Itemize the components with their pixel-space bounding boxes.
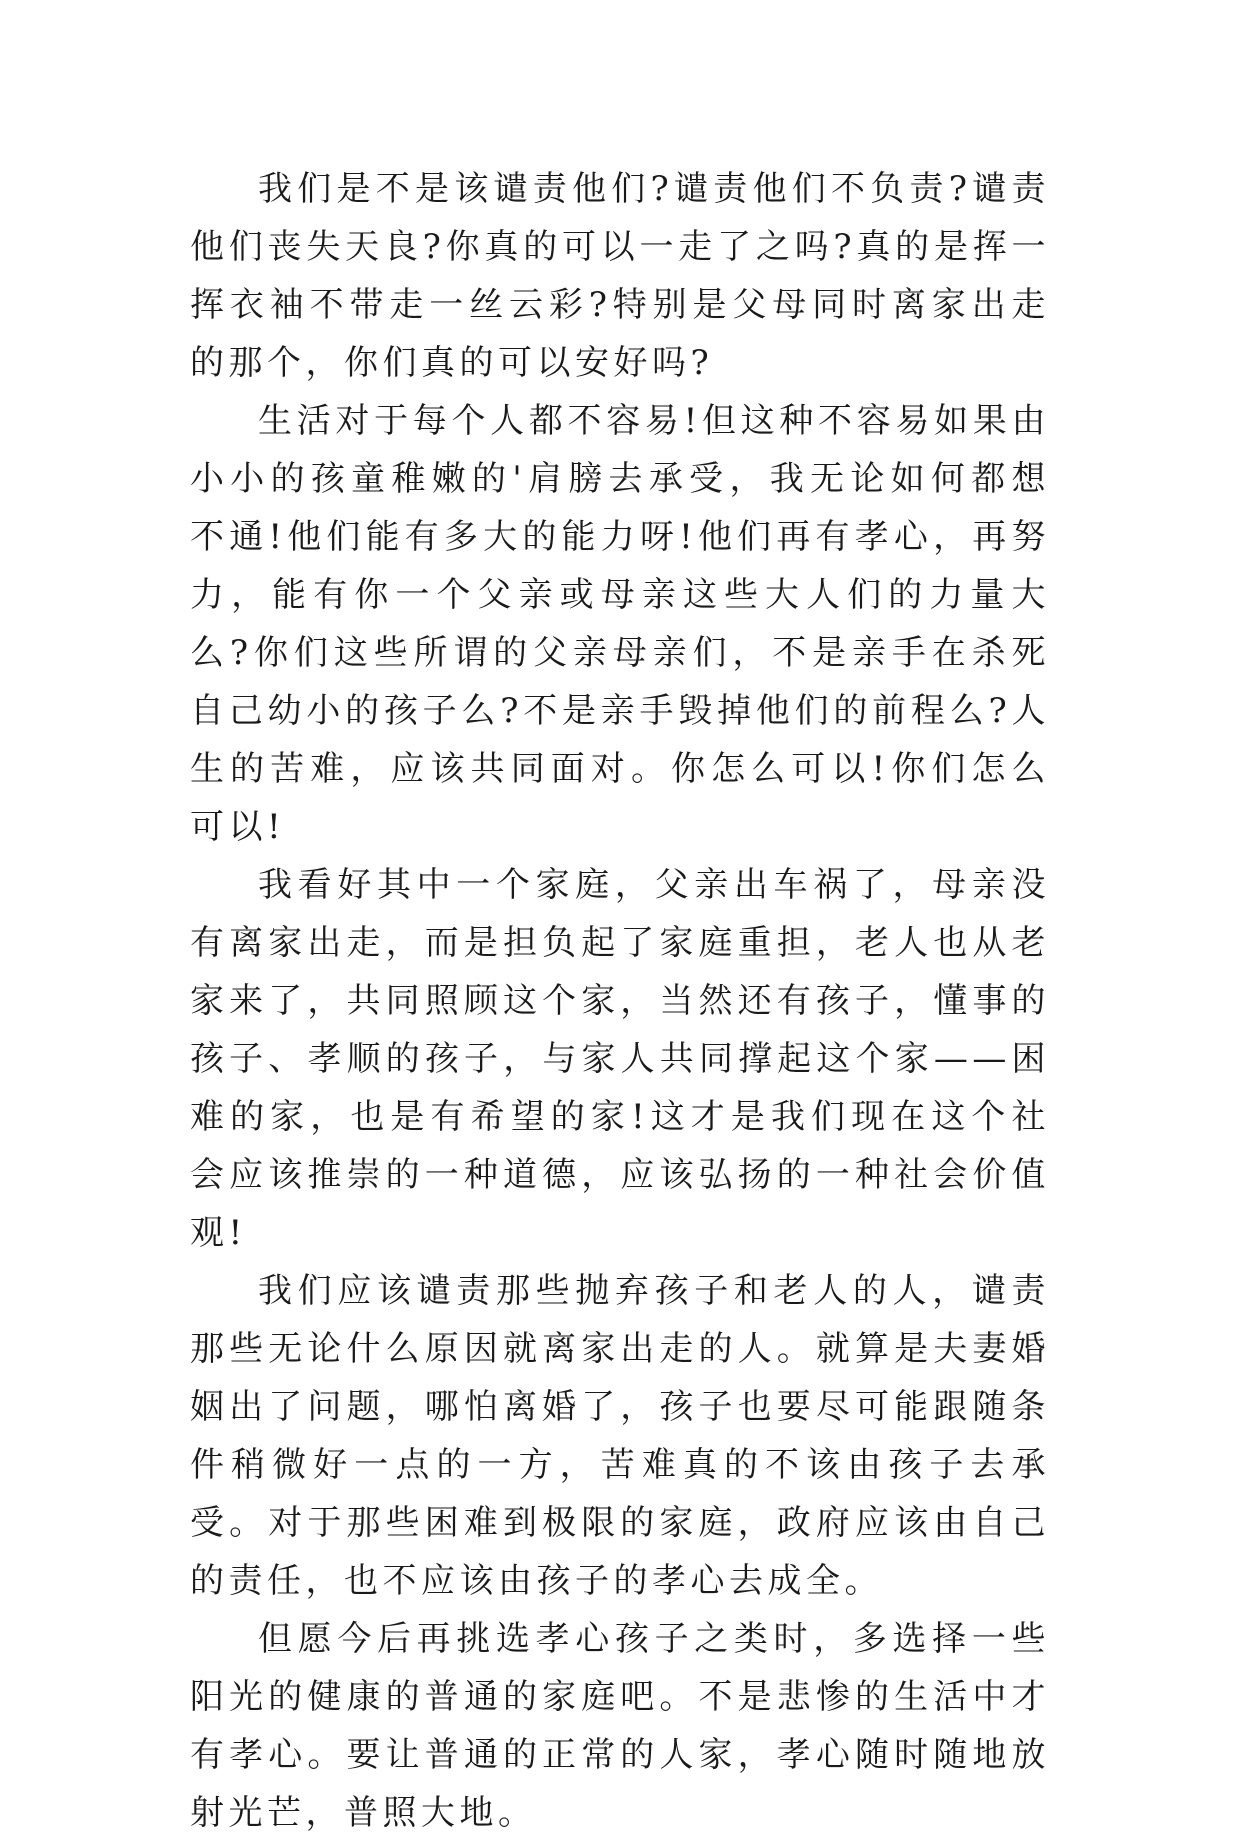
document-body xyxy=(190,160,1050,1842)
paragraph-5: 但愿今后再挑选孝心孩子之类时，多选择一些阳光的健康的普通的家庭吧。不是悲惨的生活中才有孝心。要让普通的正常的人家，孝心随时随地放射光芒，普照大地。 xyxy=(190,1619,1050,1833)
paragraph-1: 我们是不是该谴责他们?谴责他们不负责?谴责他们丧失天良?你真的可以一走了之吗?真的是挥一挥衣袖不带走一丝云彩?特别是父母同时离家出走的那个，你们真的可以安好吗? xyxy=(190,169,1050,383)
paragraph-4: 我们应该谴责那些抛弃孩子和老人的人，谴责那些无论什么原因就离家出走的人。就算是夫妻婚姻出了问题，哪怕离婚了，孩子也要尽可能跟随条件稍微好一点的一方，苦难真的不该由孩子去承受。对于那些困难到极限的家庭，政府应该由自己的责任，也不应该由孩子的孝心去成全。 xyxy=(190,1271,1050,1601)
paragraph-3: 我看好其中一个家庭，父亲出车祸了，母亲没有离家出走，而是担负起了家庭重担，老人也从老家来了，共同照顾这个家，当然还有孩子，懂事的孩子、孝顺的孩子，与家人共同撑起这个家——困难的家，也是有希望的家!这才是我们现在这个社会应该推崇的一种道德，应该弘扬的一种社会价值观! xyxy=(190,865,1050,1253)
paragraph-2: 生活对于每个人都不容易!但这种不容易如果由小小的孩童稚嫩的'肩膀去承受，我无论如何都想不通!他们能有多大的能力呀!他们再有孝心，再努力，能有你一个父亲或母亲这些大人们的力量大么?你们这些所谓的父亲母亲们，不是亲手在杀死自己幼小的孩子么?不是亲手毁掉他们的前程么?人生的苦难，应该共同面对。你怎么可以!你们怎么可以! xyxy=(190,401,1050,847)
